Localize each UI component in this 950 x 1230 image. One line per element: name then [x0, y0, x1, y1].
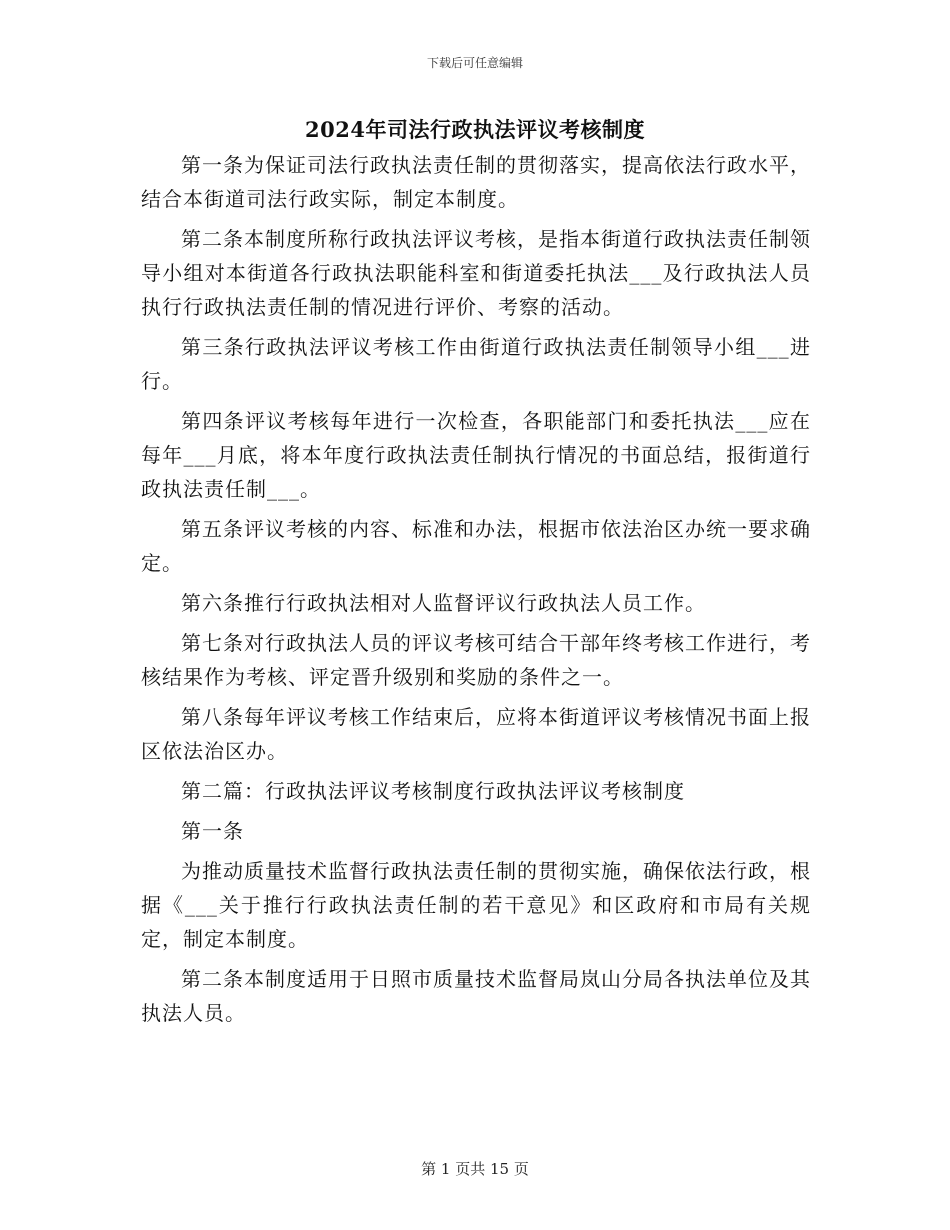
paragraph-article-7: 第七条对行政执法人员的评议考核可结合干部年终考核工作进行，考核结果作为考核、评定晋升级别和奖励的条件之一。 [141, 631, 811, 689]
paragraph-part2-article-1-heading: 第一条 [181, 819, 244, 843]
paragraph-article-5: 第五条评议考核的内容、标准和办法，根据市依法治区办统一要求确定。 [141, 517, 811, 575]
paragraph-article-2: 第二条本制度所称行政执法评议考核，是指本街道行政执法责任制领导小组对本街道各行政执法职能科室和街道委托执法___及行政执法人员执行行政执法责任制的情况进行评价、考察的活动。 [141, 227, 811, 319]
paragraph-article-4: 第四条评议考核每年进行一次检查，各职能部门和委托执法___应在每年___月底，将本年度行政执法责任制执行情况的书面总结，报街道行政执法责任制___。 [141, 409, 811, 501]
paragraph-article-6: 第六条推行行政执法相对人监督评议行政执法人员工作。 [181, 591, 706, 615]
paragraph-part2-article-2: 第二条本制度适用于日照市质量技术监督局岚山分局各执法单位及其执法人员。 [141, 967, 811, 1025]
page-header: 下载后可任意编辑 [426, 56, 523, 70]
paragraph-article-1: 第一条为保证司法行政执法责任制的贯彻落实，提高依法行政水平，结合本街道司法行政实际，制定本制度。 [141, 153, 811, 211]
page-number-footer: 第 1 页共 15 页 [421, 1160, 529, 1178]
document-body [141, 148, 811, 1036]
section-heading-part-2: 第二篇：行政执法评议考核制度行政执法评议考核制度 [181, 779, 685, 803]
paragraph-article-3: 第三条行政执法评议考核工作由街道行政执法责任制领导小组___进行。 [141, 335, 811, 393]
paragraph-part2-article-1-body: 为推动质量技术监督行政执法责任制的贯彻实施，确保依法行政，根据《___关于推行行政执法责任制的若干意见》和区政府和市局有关规定，制定本制度。 [141, 859, 811, 951]
paragraph-article-8: 第八条每年评议考核工作结束后，应将本街道评议考核情况书面上报区依法治区办。 [141, 705, 811, 763]
document-title: 2024年司法行政执法评议考核制度 [305, 117, 645, 142]
